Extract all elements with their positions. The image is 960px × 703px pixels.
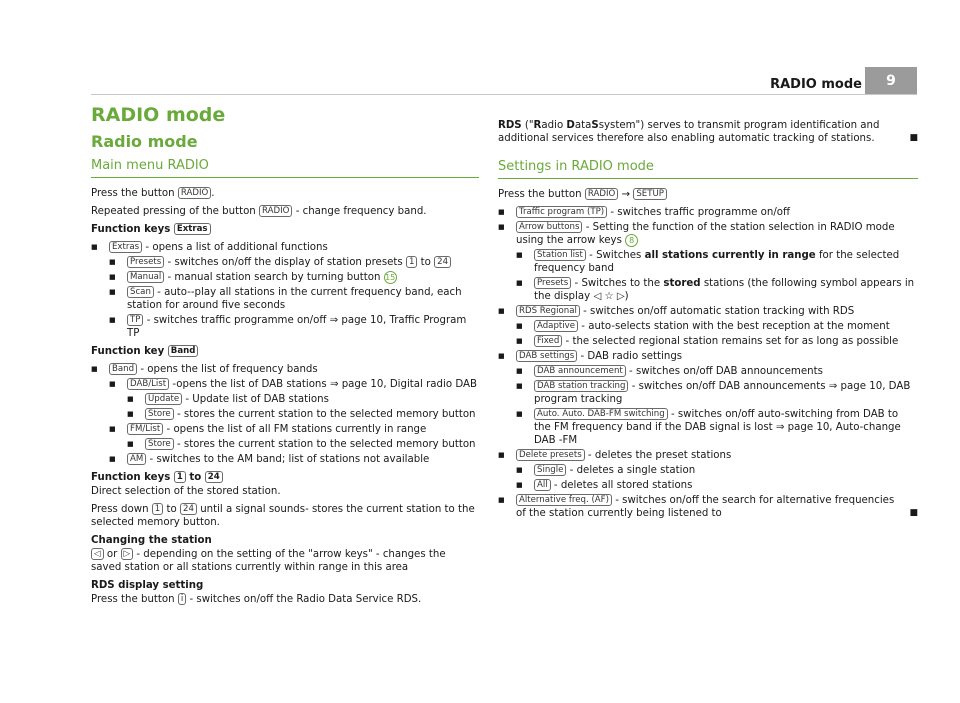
band-key: Band xyxy=(109,363,137,375)
function-key-band-heading: Function key Band xyxy=(91,345,479,358)
page-number: 9 xyxy=(886,73,896,89)
list-item: ■ Presets - switches on/off the display of station presets 1 to 24 xyxy=(91,256,479,269)
fixed-key: Fixed xyxy=(534,335,562,347)
list-item: ■ RDS Regional - switches on/off automatic station tracking with RDS xyxy=(498,305,918,318)
adaptive-key: Adaptive xyxy=(534,320,578,332)
list-item: ■ Alternative freq. (AF) - switches on/off the search for alternative frequencies of the station currently being listened to ■ xyxy=(498,494,918,520)
list-item: ■ Scan - auto--play all stations in the current frequency band, each station for around five seconds xyxy=(91,286,479,312)
list-item: ■ FM/List - opens the list of all FM stations currently in range xyxy=(91,423,479,436)
press-down-paragraph: Press down 1 to 24 until a signal sounds- stores the current station to the selected memory button. xyxy=(91,504,475,528)
preset-24-key: 24 xyxy=(434,256,451,268)
list-item: ■ DAB announcement - switches on/off DAB announcements xyxy=(498,365,918,378)
dab-station-tracking-key: DAB station tracking xyxy=(534,380,628,392)
chapter-title: RADIO mode xyxy=(91,104,226,126)
list-item: ■ Presets - Switches to the stored stations (the following symbol appears in the display ◁ ☆ ▷) xyxy=(498,277,918,303)
arrow-left-key: ◁ xyxy=(91,548,104,560)
manual-key: Manual xyxy=(127,271,164,283)
alternative-freq-key: Alternative freq. (AF) xyxy=(516,494,612,506)
preset-24-key: 24 xyxy=(180,503,197,515)
list-item: ■ Fixed - the selected regional station remains set for as long as possible xyxy=(498,335,918,348)
extras-key: Extras xyxy=(109,241,142,253)
press-radio-paragraph: Press the button RADIO . xyxy=(91,188,215,199)
scan-key: Scan xyxy=(127,286,154,298)
settings-list xyxy=(498,206,918,520)
list-item: ■ Store - stores the current station to the selected memory button xyxy=(91,408,479,421)
list-item: ■ Store - stores the current station to the selected memory button xyxy=(91,438,479,451)
list-item: ■ Extras - opens a list of additional functions xyxy=(91,241,479,254)
list-item: ■ Manual - manual station search by turning button 15 xyxy=(91,271,479,284)
header-rule xyxy=(91,94,917,95)
store-key: Store xyxy=(145,408,174,420)
rds-intro-paragraph: RDS ("Radio DataSsystem") serves to transmit program identification and additional services therefore also enabling automatic tracking of stations. ■ xyxy=(498,120,918,144)
function-keys-extras-heading: Function keys Extras xyxy=(91,223,479,236)
list-item: ■ Single - deletes a single station xyxy=(498,464,918,477)
list-item: ■ Arrow buttons - Setting the function of the station selection in RADIO mode using the arrow keys 8 xyxy=(498,221,918,247)
left-column xyxy=(91,104,479,611)
preset-1-key: 1 xyxy=(174,471,186,483)
fm-list-key: FM/List xyxy=(127,423,163,435)
extras-key: Extras xyxy=(174,223,211,235)
dab-announcement-key: DAB announcement xyxy=(534,365,626,377)
callout-8: 8 xyxy=(625,234,638,247)
setup-key: SETUP xyxy=(633,188,667,200)
all-key: All xyxy=(534,479,551,491)
info-key: i xyxy=(178,593,186,605)
list-item: ■ DAB station tracking - switches on/off DAB announcements ⇒ page 10, DAB program tracking xyxy=(498,380,918,406)
radio-key: RADIO xyxy=(259,205,292,217)
changing-station-heading: Changing the station xyxy=(91,535,212,546)
list-item: ■ Auto. Auto. DAB-FM switching - switches on/off auto-switching from DAB to the FM frequency band if the DAB signal is lost ⇒ page 10, Auto-change DAB -FM xyxy=(498,408,918,447)
dab-settings-key: DAB settings xyxy=(516,350,577,362)
station-list-key: Station list xyxy=(534,249,586,261)
list-item: ■ Adaptive - auto-selects station with the best reception at the moment xyxy=(498,320,918,333)
rds-display-heading: RDS display setting xyxy=(91,580,204,591)
list-item: ■ Traffic program (TP) - switches traffic programme on/off xyxy=(498,206,918,219)
delete-presets-key: Delete presets xyxy=(516,449,585,461)
section-end-mark: ■ xyxy=(909,508,918,518)
list-item: ■ Station list - Switches all stations currently in range for the selected frequency band xyxy=(498,249,918,275)
direct-selection-text: Direct selection of the stored station. xyxy=(91,486,281,497)
rds-regional-key: RDS Regional xyxy=(516,305,580,317)
dab-list-key: DAB/List xyxy=(127,378,169,390)
press-setup-paragraph: Press the button RADIO → SETUP xyxy=(498,188,918,201)
list-item: ■ TP - switches traffic programme on/off ⇒ page 10, Traffic Program TP xyxy=(91,314,479,340)
function-keys-1-24-heading: Function keys 1 to 24 xyxy=(91,471,479,484)
update-key: Update xyxy=(145,393,182,405)
right-column xyxy=(498,119,918,525)
list-item: ■ DAB settings - DAB radio settings xyxy=(498,350,918,363)
arrow-buttons-key: Arrow buttons xyxy=(516,221,582,233)
list-item: ■ DAB/List -opens the list of DAB stations ⇒ page 10, Digital radio DAB xyxy=(91,378,479,391)
preset-24-key: 24 xyxy=(205,471,223,483)
extras-list xyxy=(91,241,479,340)
am-key: AM xyxy=(127,453,146,465)
band-key: Band xyxy=(168,345,199,357)
radio-key: RADIO xyxy=(585,188,618,200)
subsection-title-settings: Settings in RADIO mode xyxy=(498,159,918,179)
page-number-tab xyxy=(865,67,917,95)
store-key: Store xyxy=(145,438,174,450)
changing-station-text: ◁ or ▷ - depending on the setting of the "arrow keys" - changes the saved station or all stations currently within range in this area xyxy=(91,549,446,573)
presets-key: Presets xyxy=(127,256,164,268)
list-item: ■ AM - switches to the AM band; list of stations not available xyxy=(91,453,479,466)
presets-key: Presets xyxy=(534,277,571,289)
traffic-program-key: Traffic program (TP) xyxy=(516,206,607,218)
header-section-title: RADIO mode xyxy=(770,77,862,92)
single-key: Single xyxy=(534,464,566,476)
section-end-mark: ■ xyxy=(909,133,918,143)
arrow-right-key: ▷ xyxy=(121,548,134,560)
repeat-press-paragraph: Repeated pressing of the button RADIO - change frequency band. xyxy=(91,206,427,217)
radio-key: RADIO xyxy=(178,187,211,199)
preset-1-key: 1 xyxy=(406,256,417,268)
auto-dab-fm-switching-key: Auto. Auto. DAB-FM switching xyxy=(534,408,668,420)
list-item: ■ Band - opens the list of frequency bands xyxy=(91,363,479,376)
subsection-title-main-menu: Main menu RADIO xyxy=(91,158,479,178)
callout-15: 15 xyxy=(385,273,396,282)
list-item: ■ All - deletes all stored stations xyxy=(498,479,918,492)
list-item: ■ Delete presets - deletes the preset stations xyxy=(498,449,918,462)
preset-1-key: 1 xyxy=(152,503,163,515)
band-list xyxy=(91,363,479,466)
rds-display-text: Press the button i - switches on/off the Radio Data Service RDS. xyxy=(91,594,422,605)
tp-key: TP xyxy=(127,314,143,326)
list-item: ■ Update - Update list of DAB stations xyxy=(91,393,479,406)
section-title: Radio mode xyxy=(91,132,198,151)
